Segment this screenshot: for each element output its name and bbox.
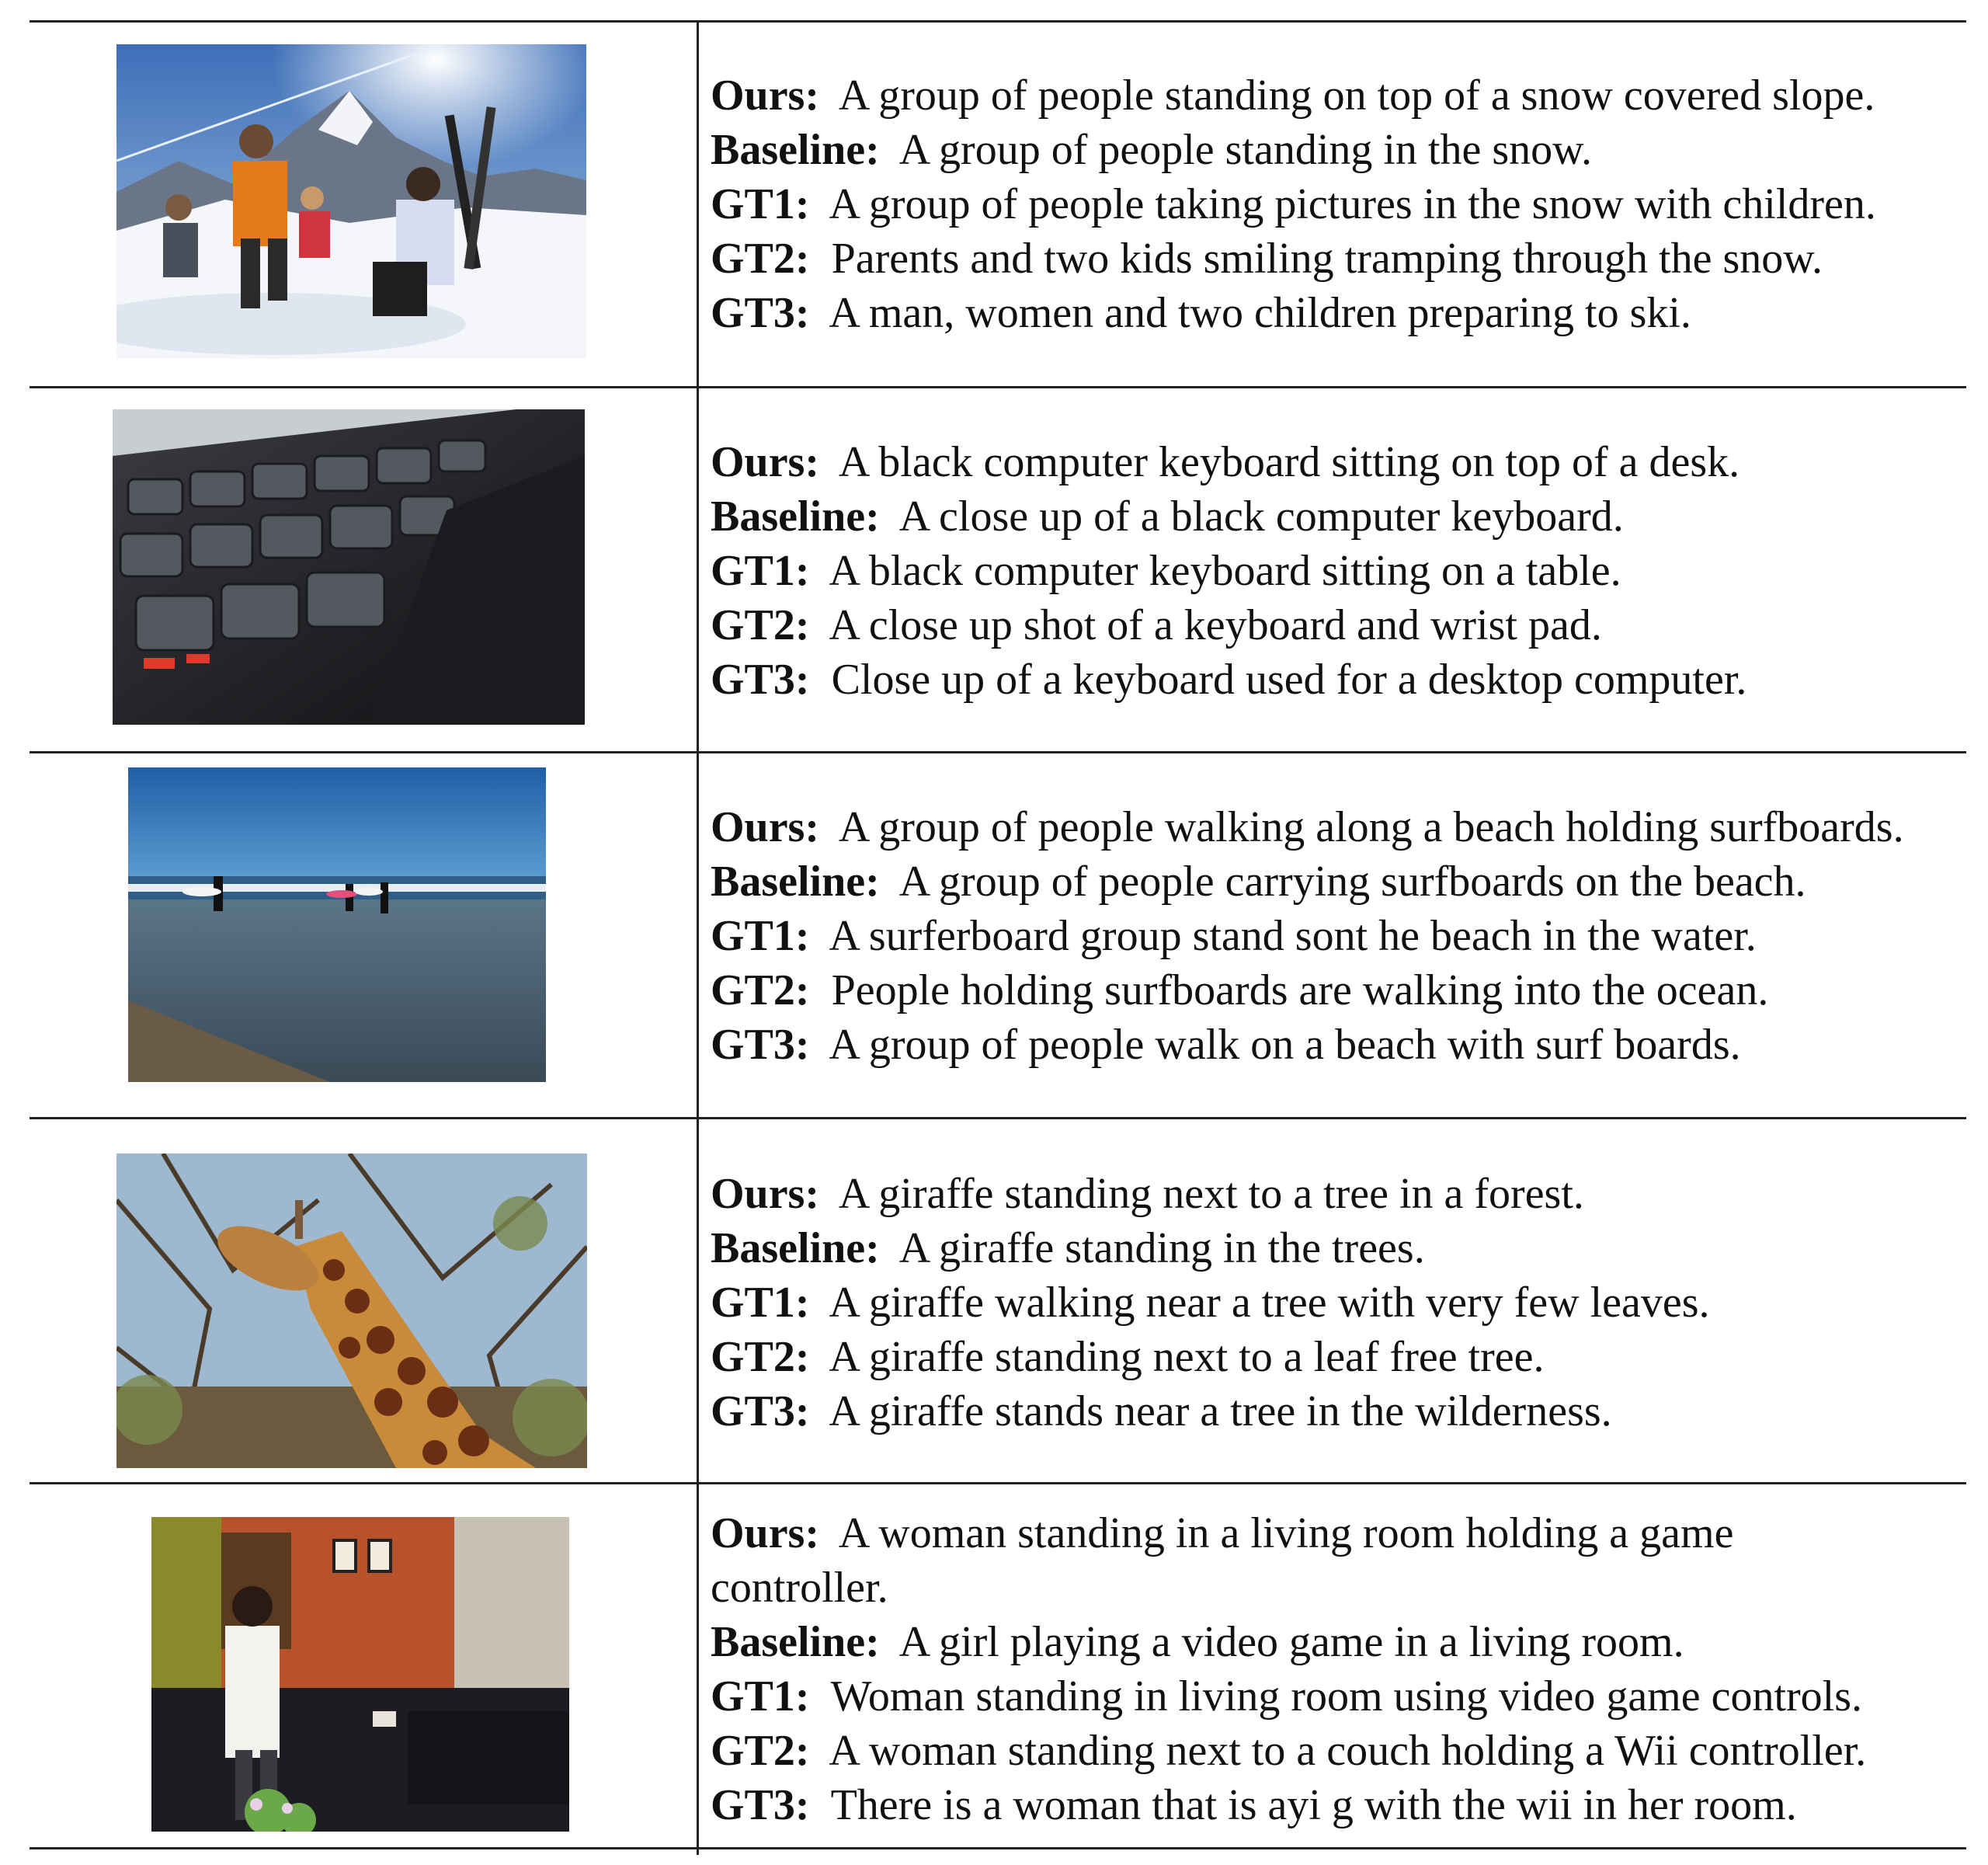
caption-gt2: GT2: A giraffe standing next to a leaf free tree.: [711, 1333, 1545, 1381]
row-divider: [30, 1482, 1966, 1484]
caption-ours: Ours: A black computer keyboard sitting on top of a desk.: [711, 438, 1740, 486]
photo-woman-living-room: [151, 1517, 569, 1832]
caption-ours: Ours: A woman standing in a living room holding a game controller.: [711, 1509, 1734, 1612]
caption-gt3: GT3: A man, women and two children preparing to ski.: [711, 289, 1691, 337]
row-divider: [30, 751, 1966, 753]
table-rule-top: [30, 20, 1966, 23]
caption-baseline: Baseline: A group of people carrying surfboards on the beach.: [711, 858, 1806, 906]
column-divider: [697, 22, 699, 1855]
caption-gt3: GT3: A group of people walk on a beach with surf boards.: [711, 1021, 1741, 1069]
caption-ours: Ours: A giraffe standing next to a tree in a forest.: [711, 1170, 1584, 1218]
caption-block: [711, 1506, 1961, 1832]
caption-baseline: Baseline: A close up of a black computer keyboard.: [711, 492, 1624, 541]
photo-snow-family: [116, 44, 586, 359]
caption-gt1: GT1: A black computer keyboard sitting on a table.: [711, 547, 1621, 595]
caption-baseline: Baseline: A group of people standing in the snow.: [711, 126, 1592, 174]
caption-block: [711, 800, 1961, 1072]
caption-block: [711, 1167, 1961, 1439]
caption-baseline: Baseline: A giraffe standing in the trees.: [711, 1224, 1425, 1272]
caption-ours: Ours: A group of people standing on top of a snow covered slope.: [711, 71, 1875, 120]
caption-gt1: GT1: Woman standing in living room using video game controls.: [711, 1672, 1863, 1721]
caption-gt2: GT2: A close up shot of a keyboard and wrist pad.: [711, 601, 1602, 649]
table-rule-bottom: [30, 1847, 1966, 1849]
caption-block: [711, 68, 1961, 340]
caption-gt2: GT2: A woman standing next to a couch holding a Wii controller.: [711, 1727, 1867, 1775]
caption-ours: Ours: A group of people walking along a beach holding surfboards.: [711, 803, 1904, 851]
caption-gt3: GT3: There is a woman that is ayi g with the wii in her room.: [711, 1781, 1797, 1829]
caption-gt1: GT1: A group of people taking pictures in the snow with children.: [711, 180, 1876, 228]
caption-gt1: GT1: A surferboard group stand sont he beach in the water.: [711, 912, 1757, 960]
caption-gt2: GT2: Parents and two kids smiling tramping through the snow.: [711, 235, 1823, 283]
photo-beach-surfers: [128, 767, 546, 1082]
caption-block: [711, 435, 1961, 707]
caption-gt2: GT2: People holding surfboards are walking into the ocean.: [711, 966, 1769, 1014]
caption-gt1: GT1: A giraffe walking near a tree with very few leaves.: [711, 1279, 1710, 1327]
photo-giraffe: [116, 1153, 587, 1468]
row-divider: [30, 1117, 1966, 1119]
caption-gt3: GT3: A giraffe stands near a tree in the wilderness.: [711, 1387, 1612, 1435]
caption-gt3: GT3: Close up of a keyboard used for a desktop computer.: [711, 656, 1747, 704]
photo-keyboard: [113, 409, 585, 725]
caption-baseline: Baseline: A girl playing a video game in a living room.: [711, 1618, 1684, 1666]
row-divider: [30, 386, 1966, 388]
